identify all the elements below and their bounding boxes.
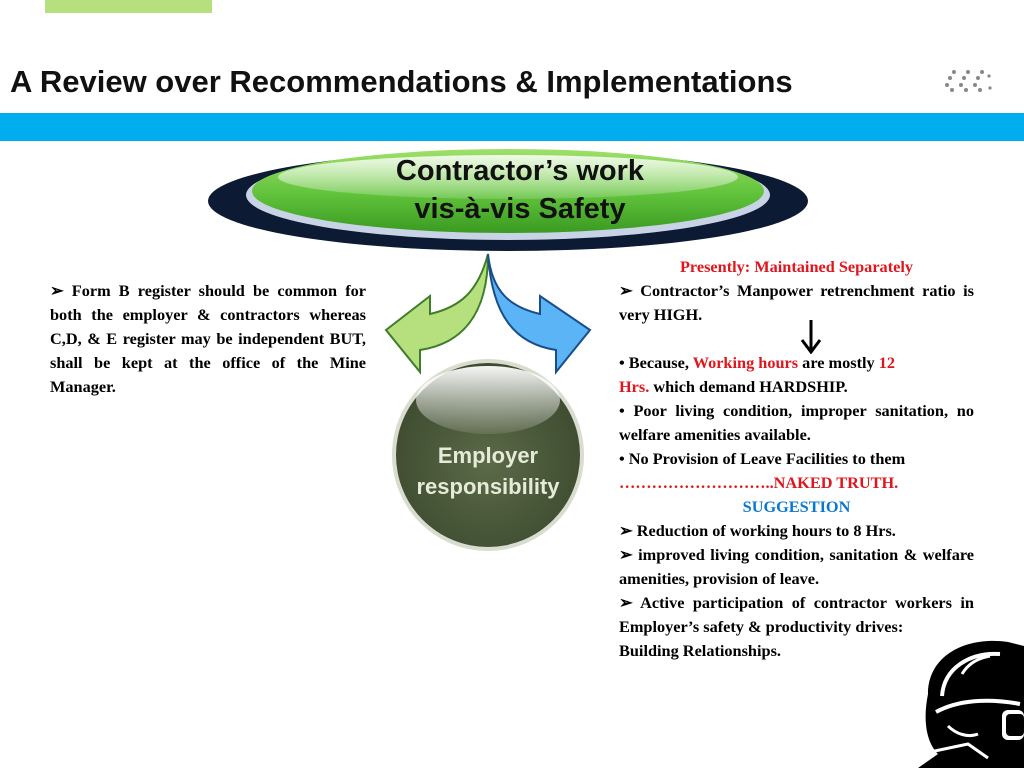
are-mostly-text: are mostly <box>798 353 879 372</box>
hrs-text: Hrs. <box>619 377 650 396</box>
header-band <box>0 113 1024 141</box>
ellipse-title <box>330 152 710 228</box>
slide-title: A Review over Recommendations & Implementations <box>10 64 793 99</box>
ellipse-title-line1: Contractor’s work <box>395 155 645 187</box>
circle-label-line1: Employer <box>437 443 539 468</box>
left-recommendation-body: Form B register should be common for both the employer & contractors whereas C,D, & E register may be independent BUT, shall be kept at the office of the Mine Manager. <box>50 281 366 396</box>
presently-heading: Presently: Maintained Separately <box>679 257 914 276</box>
suggestion-heading: SUGGESTION <box>742 497 851 516</box>
top-accent-tab <box>45 0 212 13</box>
suggestion-item-1: ➢ Reduction of working hours to 8 Hrs. <box>619 521 896 540</box>
bullet-arrow-icon: ➢ <box>50 281 64 300</box>
retrenchment-item: ➢ Contractor’s Manpower retrenchment ratio is very HIGH. <box>619 281 974 324</box>
circle-label <box>390 440 586 502</box>
naked-truth-text: ………………………..NAKED TRUTH. <box>619 473 899 492</box>
ellipse-title-line2: vis-à-vis Safety <box>414 193 626 225</box>
down-arrow-icon <box>799 318 823 354</box>
blue-curved-arrow <box>488 254 590 372</box>
no-leave-item: • No Provision of Leave Facilities to them <box>619 449 906 468</box>
suggestion-item-3: ➢ Active participation of contractor workers in Employer’s safety & productivity drives: <box>619 593 974 636</box>
right-column <box>619 255 974 663</box>
hardship-text: which demand HARDSHIP. <box>649 377 848 396</box>
poor-living-item: • Poor living condition, improper sanitation, no welfare amenities available. <box>619 401 974 444</box>
dots-logo-icon <box>944 66 994 96</box>
suggestion-item-2: ➢ improved living condition, sanitation & welfare amenities, provision of leave. <box>619 545 974 588</box>
because-prefix: • Because, <box>619 353 693 372</box>
helmet-icon <box>908 634 1024 768</box>
twelve-text: 12 <box>878 353 896 372</box>
spacer <box>619 327 974 351</box>
left-recommendation <box>50 279 366 399</box>
because-item <box>619 351 974 399</box>
working-hours-text: Working hours <box>692 353 799 372</box>
green-curved-arrow <box>386 254 488 372</box>
circle-label-line2: responsibility <box>416 474 560 499</box>
closing-text: Building Relationships. <box>619 641 781 660</box>
